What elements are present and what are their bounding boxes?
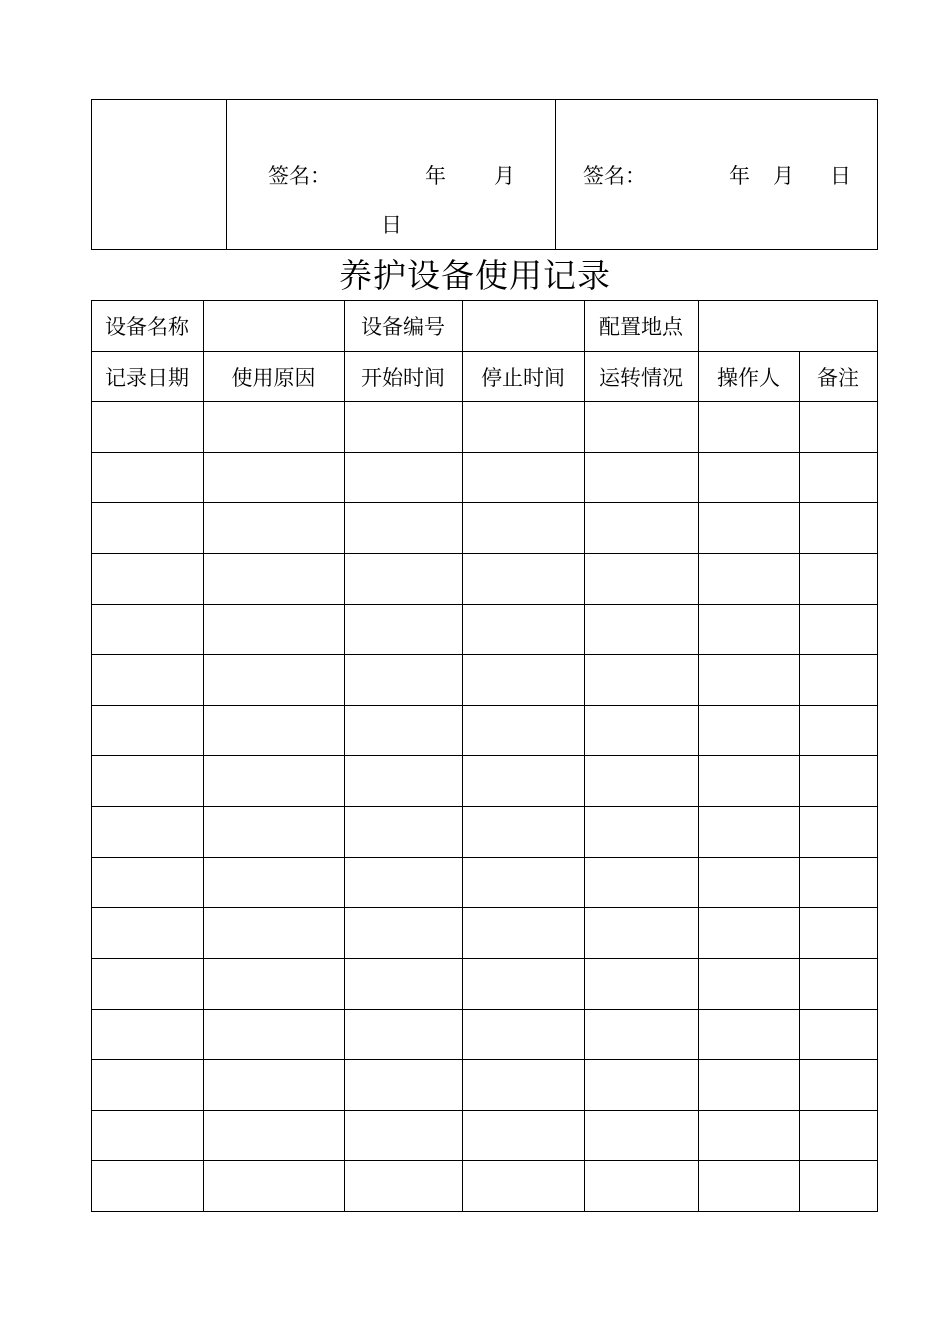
equipment-name-label: 设备名称 — [105, 315, 189, 339]
row-border — [91, 1160, 878, 1161]
info-divider-1 — [203, 300, 204, 351]
left-sign-label: 签名： — [268, 164, 331, 188]
left-month-label: 月 — [494, 164, 515, 188]
right-sign-label: 签名： — [583, 164, 646, 188]
header-operator: 操作人 — [717, 366, 780, 390]
header-row-bottom-border — [91, 401, 878, 402]
header-remarks: 备注 — [817, 366, 859, 390]
info-divider-3 — [462, 300, 463, 351]
page-title: 养护设备使用记录 — [339, 256, 611, 295]
equipment-number-label: 设备编号 — [361, 315, 445, 339]
sig-top-border — [91, 99, 878, 100]
info-row-bottom-border — [91, 351, 878, 352]
row-border — [91, 654, 878, 655]
left-day-label: 日 — [381, 213, 402, 237]
column-divider — [584, 351, 585, 1212]
row-border — [91, 1009, 878, 1010]
row-border — [91, 553, 878, 554]
left-year-label: 年 — [425, 164, 446, 188]
header-stop-time: 停止时间 — [481, 366, 565, 390]
row-border — [91, 755, 878, 756]
info-divider-5 — [698, 300, 699, 351]
header-operation-status: 运转情况 — [599, 366, 683, 390]
row-border — [91, 604, 878, 605]
sig-bottom-border — [91, 249, 878, 250]
right-month-label: 月 — [773, 164, 794, 188]
row-border — [91, 705, 878, 706]
header-usage-reason: 使用原因 — [231, 366, 316, 390]
sig-divider-2 — [555, 99, 556, 250]
table-top-border — [91, 300, 878, 301]
column-divider — [462, 351, 463, 1212]
sig-right-border — [877, 99, 878, 250]
header-start-time: 开始时间 — [361, 366, 445, 390]
right-day-label: 日 — [830, 164, 851, 188]
row-border — [91, 1211, 878, 1212]
row-border — [91, 1059, 878, 1060]
location-label: 配置地点 — [599, 315, 683, 339]
sig-divider-1 — [226, 99, 227, 250]
row-border — [91, 806, 878, 807]
right-year-label: 年 — [729, 164, 750, 188]
row-border — [91, 502, 878, 503]
column-divider — [344, 351, 345, 1212]
row-border — [91, 857, 878, 858]
row-border — [91, 452, 878, 453]
sig-left-border — [91, 99, 92, 250]
column-divider — [203, 351, 204, 1212]
row-border — [91, 1110, 878, 1111]
row-border — [91, 907, 878, 908]
row-border — [91, 958, 878, 959]
column-divider — [698, 351, 699, 1212]
column-divider — [799, 351, 800, 1212]
header-record-date: 记录日期 — [105, 366, 189, 390]
